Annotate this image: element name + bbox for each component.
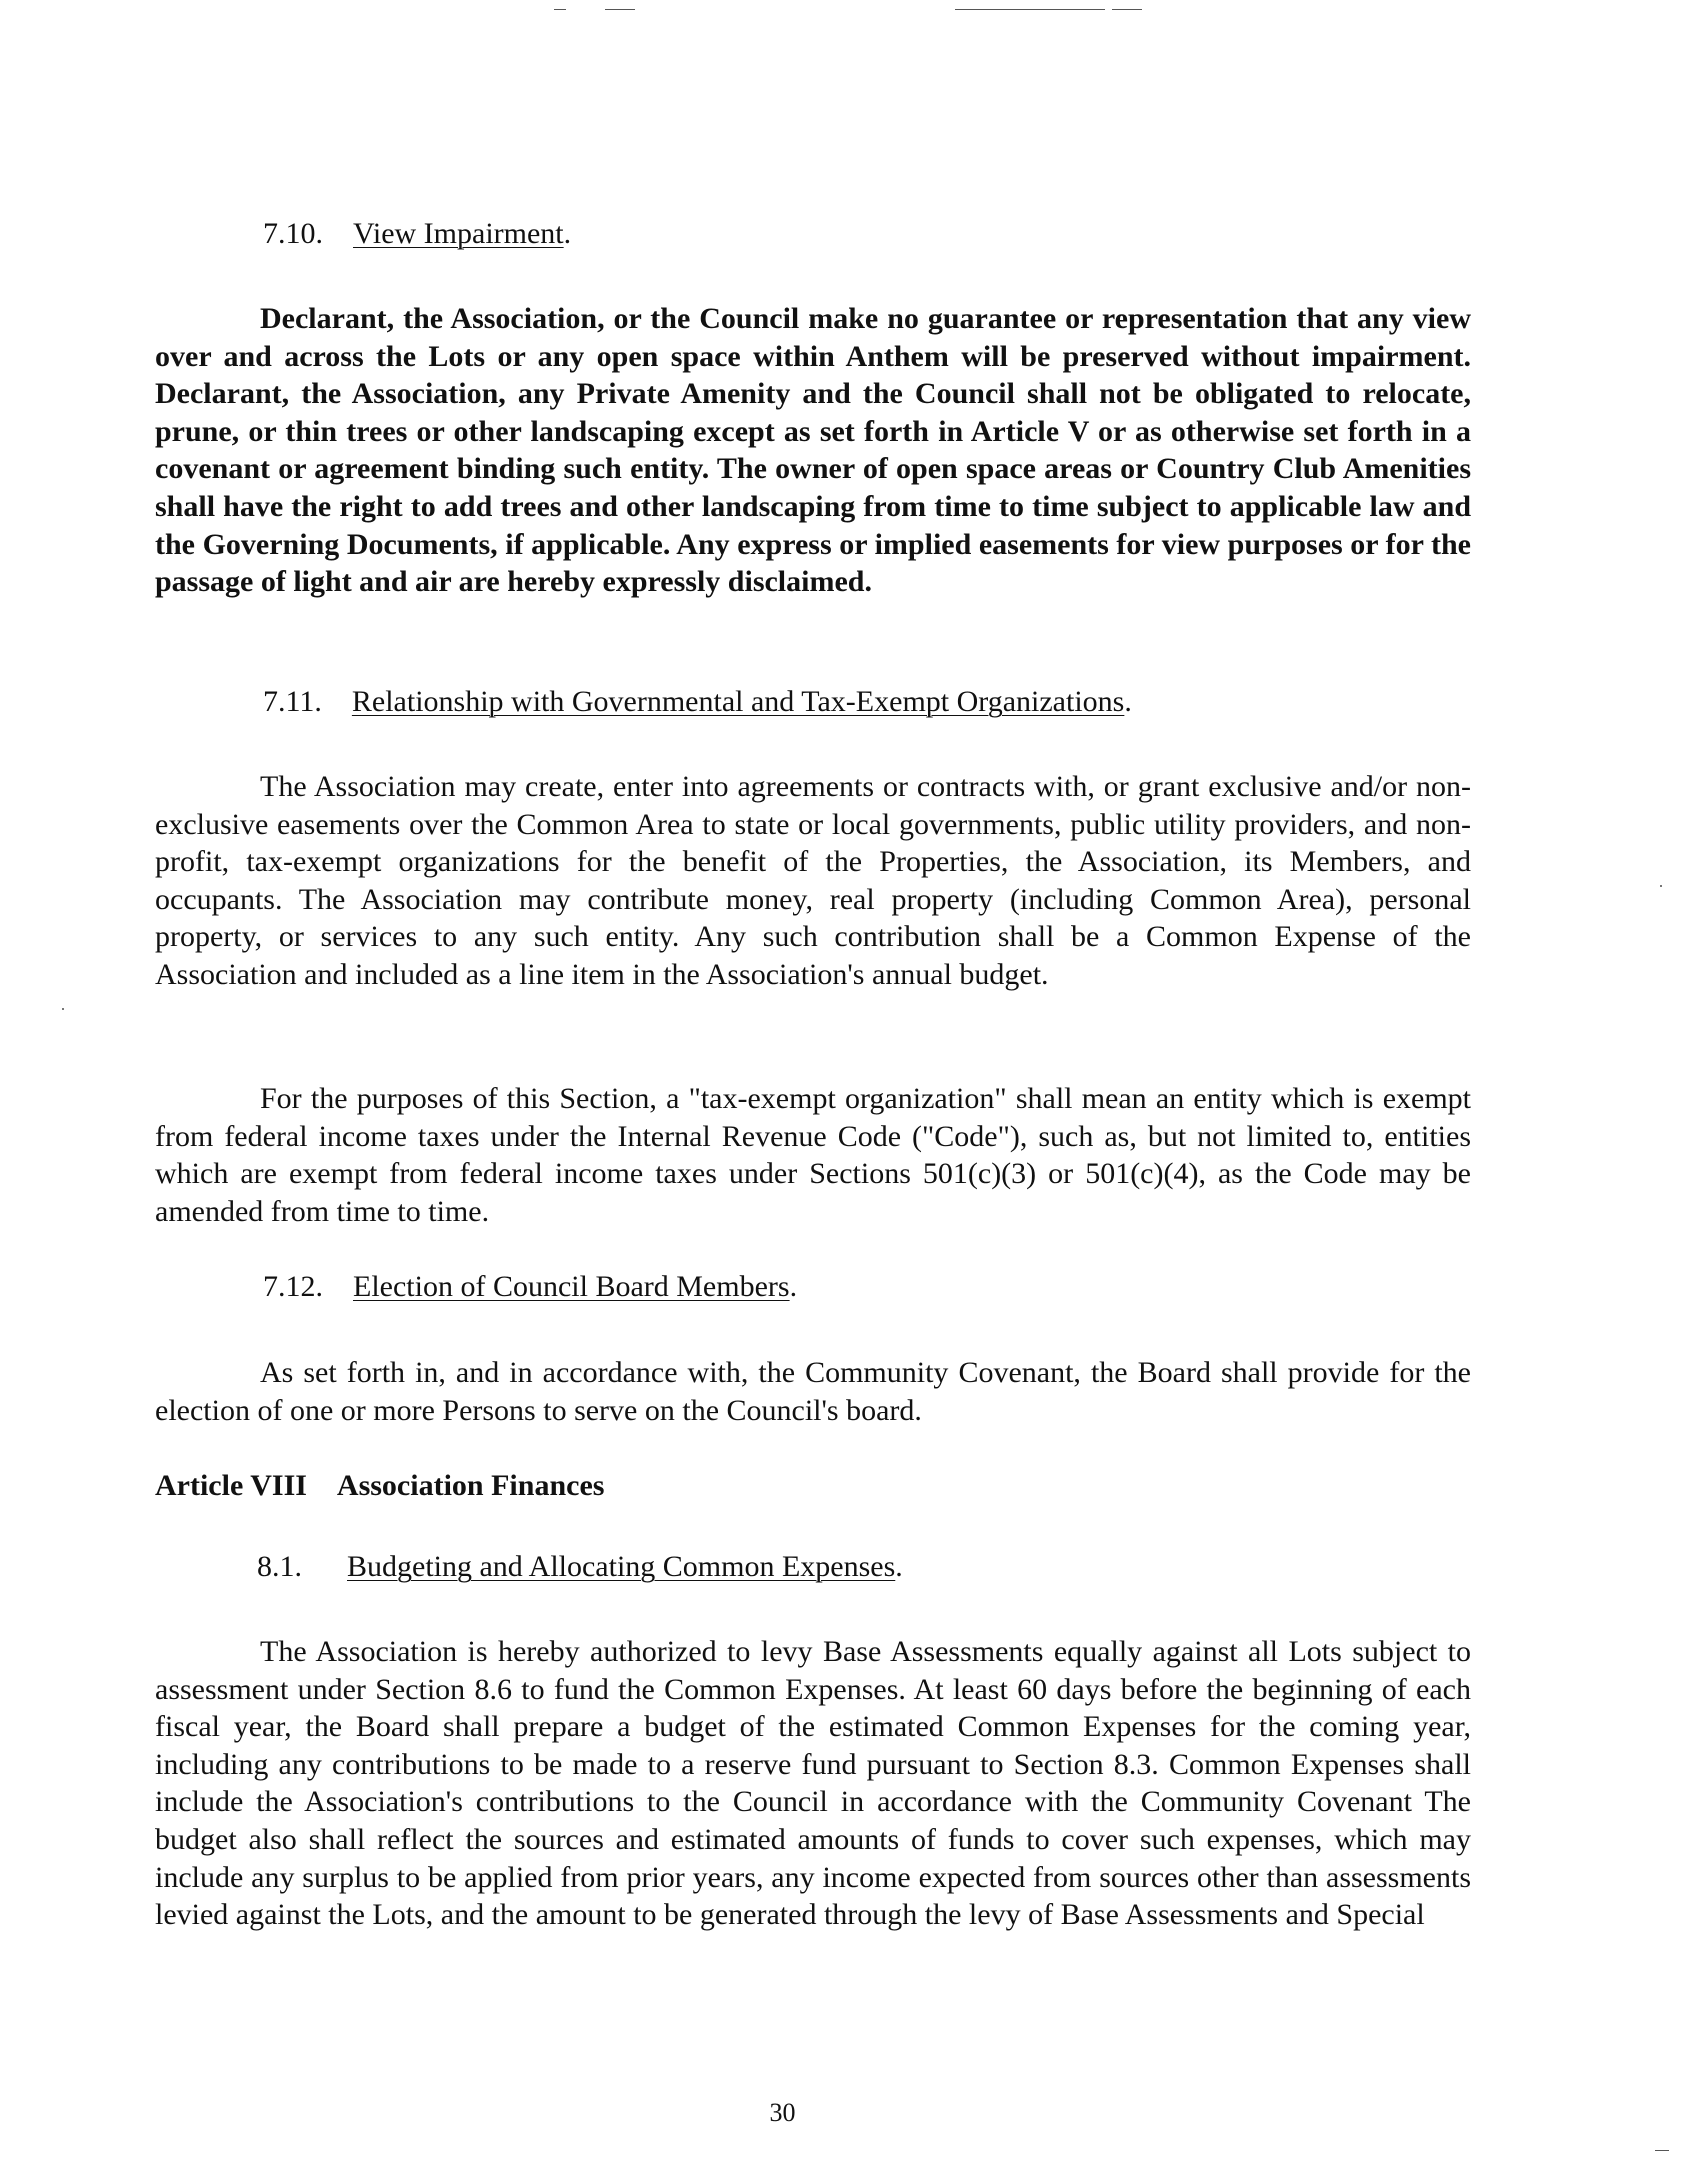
section-8-1-paragraph: The Association is hereby authorized to levy Base Assessments equally against all Lots subject to assessment under Section 8.6 to fund the Common Expenses. At least 60 days before the beginning of each fiscal year, the Board shall prepare a budget of the estimated Common Expenses for the coming year, including any contributions to be made to a reserve fund pursuant to Section 8.3. Common Expenses shall include the Association's contributions to the Council in accordance with the Community Covenant The budget also shall reflect the sources and estimated amounts of funds to cover such expenses, which may include any surplus to be applied from prior years, any income expected from sources other than assessments levied against the Lots, and the amount to be generated through the levy of Base Assessments and Special xyxy=(155,1635,1471,1932)
scan-artifact xyxy=(1660,885,1662,887)
article-label: Article VIII xyxy=(155,1469,307,1502)
section-title: Budgeting and Allocating Common Expenses xyxy=(347,1550,896,1583)
section-number: 7.11. xyxy=(263,685,322,718)
article-8-heading xyxy=(155,1467,604,1504)
scan-artifact xyxy=(1112,9,1142,10)
section-title: View Impairment xyxy=(353,217,564,250)
section-7-11-heading: 7.11. Relationship with Governmental and Tax-Exempt Organizations. xyxy=(263,685,1132,718)
scan-artifact xyxy=(62,1008,64,1010)
page-number: 30 xyxy=(769,2098,796,2127)
section-7-10-heading: 7.10. View Impairment. xyxy=(263,217,572,250)
section-7-10-paragraph: Declarant, the Association, or the Council make no guarantee or representation that any view over and across the Lots or any open space within Anthem will be preserved without impairment. Declarant, the Association, any Private Amenity and the Council shall not be obligated to relocate, prune, or thin trees or other landscaping except as set forth in Article V or as otherwise set forth in a covenant or agreement binding such entity. The owner of open space areas or Country Club Amenities shall have the right to add trees and other landscaping from time to time subject to applicable law and the Governing Documents, if applicable. Any express or implied easements for view purposes or for the passage of light and air are hereby expressly disclaimed. xyxy=(155,302,1471,599)
section-number: 7.10. xyxy=(263,217,323,250)
section-title: Relationship with Governmental and Tax-Exempt Organizations xyxy=(351,685,1125,718)
section-7-11-paragraph-2: For the purposes of this Section, a "tax-exempt organization" shall mean an entity which is exempt from federal income taxes under the Internal Revenue Code ("Code"), such as, but not limited to, entities which are exempt from federal income taxes under Sections 501(c)(3) or 501(c)(4), as the Code may be amended from time to time. xyxy=(155,1082,1471,1228)
section-number: 8.1. xyxy=(257,1550,302,1583)
scan-artifact xyxy=(1655,2150,1669,2151)
section-number: 7.12. xyxy=(263,1270,323,1303)
section-7-12-paragraph: As set forth in, and in accordance with, the Community Covenant, the Board shall provide for the election of one or more Persons to serve on the Council's board. xyxy=(155,1356,1471,1427)
article-title: Association Finances xyxy=(336,1469,605,1502)
scan-artifact xyxy=(955,9,1105,10)
scan-artifact xyxy=(605,9,635,10)
section-8-1-heading: 8.1. Budgeting and Allocating Common Expenses. xyxy=(257,1550,903,1583)
section-7-12-heading: 7.12. Election of Council Board Members. xyxy=(263,1270,798,1303)
section-7-11-paragraph-1: The Association may create, enter into agreements or contracts with, or grant exclusive and/or non-exclusive easements over the Common Area to state or local governments, public utility providers, and non-profit, tax-exempt organizations for the benefit of the Properties, the Association, its Members, and occupants. The Association may contribute money, real property (including Common Area), personal property, or services to any such entity. Any such contribution shall be a Common Expense of the Association and included as a line item in the Association's annual budget. xyxy=(155,770,1471,991)
section-title: Election of Council Board Members xyxy=(353,1270,790,1303)
scan-artifact xyxy=(554,9,566,10)
